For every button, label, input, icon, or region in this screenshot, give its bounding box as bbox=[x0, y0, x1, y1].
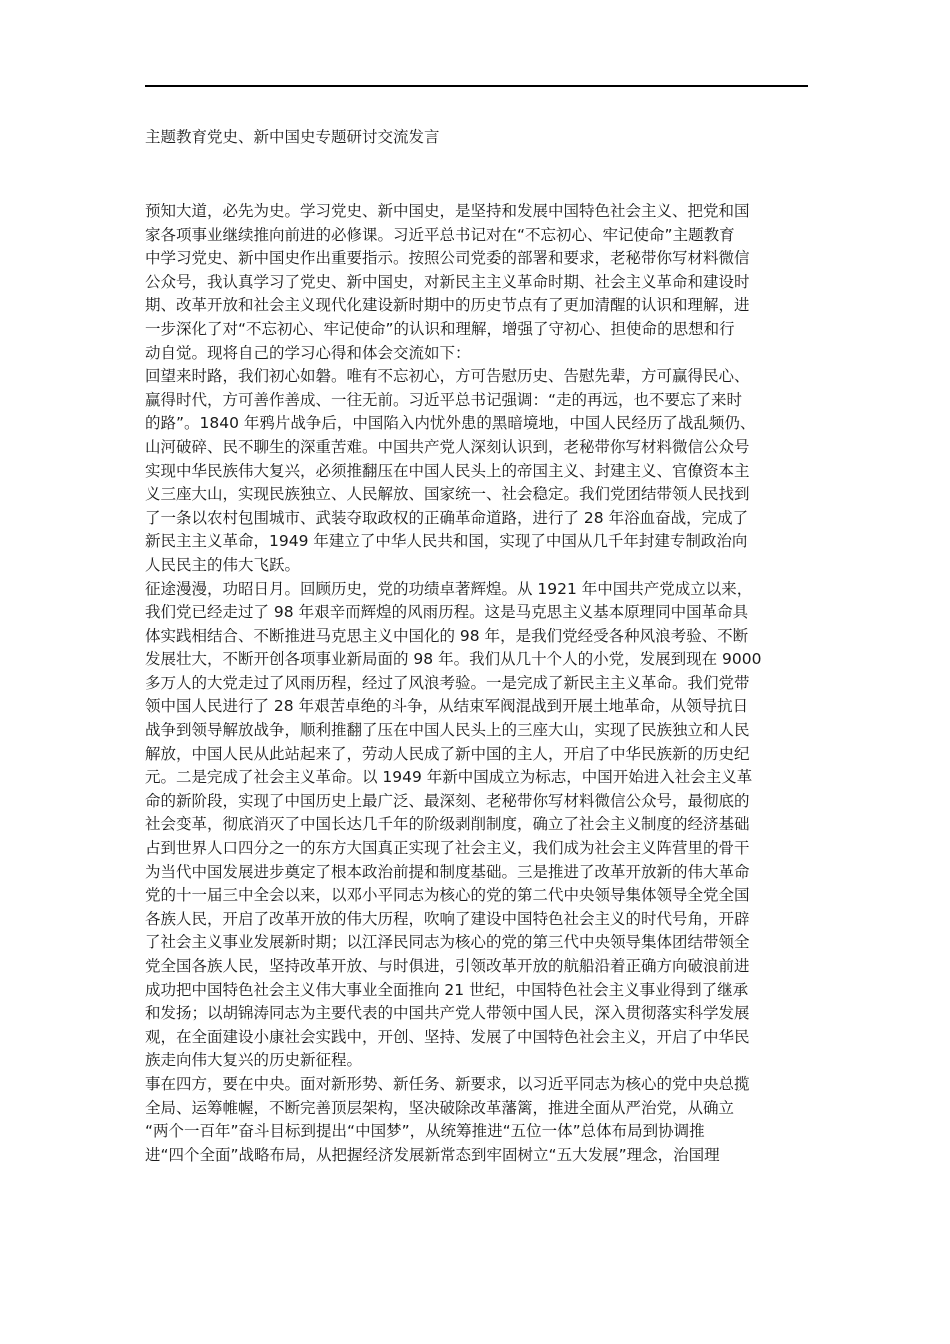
text-line: 家各项事业继续推向前进的必修课。习近平总书记对在“不忘初心、牢记使命”主题教育 bbox=[145, 225, 735, 244]
text-line: 了社会主义事业发展新时期；以江泽民同志为核心的党的第三代中央领导集体团结带领全 bbox=[145, 933, 750, 952]
text-line: 进“四个全面”战略布局，从把握经济发展新常态到牢固树立“五大发展”理念，治国理 bbox=[145, 1145, 720, 1164]
document-title: 主题教育党史、新中国史专题研讨交流发言 bbox=[145, 128, 440, 146]
paragraph bbox=[145, 200, 808, 365]
text-line: 战争到领导解放战争，顺利推翻了压在中国人民头上的三座大山，实现了民族独立和人民 bbox=[145, 721, 750, 740]
document-body bbox=[145, 200, 808, 1167]
text-line: 义三座大山，实现民族独立、人民解放、国家统一、社会稳定。我们党团结带领人民找到 bbox=[145, 485, 750, 504]
text-line: 和发扬；以胡锦涛同志为主要代表的中国共产党人带领中国人民，深入贯彻落实科学发展 bbox=[145, 1004, 750, 1023]
text-line: 赢得时代，方可善作善成、一往无前。习近平总书记强调：“走的再远，也不要忘了来时 bbox=[145, 390, 743, 409]
paragraph bbox=[145, 578, 808, 1073]
text-line: 山河破碎、民不聊生的深重苦难。中国共产党人深刻认识到，老秘带你写材料微信公众号 bbox=[145, 437, 750, 456]
text-line: 多万人的大党走过了风雨历程，经过了风浪考验。一是完成了新民主主义革命。我们党带 bbox=[145, 673, 750, 692]
text-line: 命的新阶段，实现了中国历史上最广泛、最深刻、老秘带你写材料微信公众号，最彻底的 bbox=[145, 791, 750, 810]
text-line: “两个一百年”奋斗目标到提出“中国梦”，从统筹推进“五位一体”总体布局到协调推 bbox=[145, 1122, 705, 1141]
text-line: 领中国人民进行了 28 年艰苦卓绝的斗争，从结束军阀混战到开展土地革命，从领导抗日 bbox=[145, 697, 749, 716]
text-line: 实现中华民族伟大复兴，必须推翻压在中国人民头上的帝国主义、封建主义、官僚资本主 bbox=[145, 461, 750, 480]
text-line: 公众号，我认真学习了党史、新中国史，对新民主主义革命时期、社会主义革命和建设时 bbox=[145, 272, 750, 291]
text-line: 动自觉。现将自己的学习心得和体会交流如下： bbox=[145, 343, 471, 362]
paragraph bbox=[145, 1073, 808, 1167]
text-line: 全局、运筹帷幄，不断完善顶层架构，坚决破除改革藩篱，推进全面从严治党，从确立 bbox=[145, 1098, 735, 1117]
text-line: 新民主主义革命，1949 年建立了中华人民共和国，实现了中国从几千年封建专制政治向 bbox=[145, 532, 748, 551]
paragraph bbox=[145, 365, 808, 577]
text-line: 为当代中国发展进步奠定了根本政治前提和制度基础。三是推进了改革开放新的伟大革命 bbox=[145, 862, 750, 881]
text-line: 解放，中国人民从此站起来了，劳动人民成了新中国的主人，开启了中华民族新的历史纪 bbox=[145, 744, 750, 763]
text-line: 征途漫漫，功昭日月。回顾历史，党的功绩卓著辉煌。从 1921 年中国共产党成立以来， bbox=[145, 579, 753, 598]
text-line: 占到世界人口四分之一的东方大国真正实现了社会主义，我们成为社会主义阵营里的骨干 bbox=[145, 839, 750, 858]
text-line: 预知大道，必先为史。学习党史、新中国史，是坚持和发展中国特色社会主义、把党和国 bbox=[145, 202, 750, 220]
text-line: 事在四方，要在中央。面对新形势、新任务、新要求，以习近平同志为核心的党中央总揽 bbox=[145, 1074, 750, 1093]
text-line: 观，在全面建设小康社会实践中，开创、坚持、发展了中国特色社会主义，开启了中华民 bbox=[145, 1027, 750, 1046]
text-line: 期、改革开放和社会主义现代化建设新时期中的历史节点有了更加清醒的认识和理解，进 bbox=[145, 296, 750, 315]
text-line: 社会变革，彻底消灭了中国长达几千年的阶级剥削制度，确立了社会主义制度的经济基础 bbox=[145, 815, 750, 834]
text-line: 体实践相结合、不断推进马克思主义中国化的 98 年，是我们党经受各种风浪考验、不断 bbox=[145, 626, 749, 645]
text-line: 发展壮大，不断开创各项事业新局面的 98 年。我们从几十个人的小党，发展到现在 9000 bbox=[145, 650, 762, 669]
text-line: 成功把中国特色社会主义伟大事业全面推向 21 世纪，中国特色社会主义事业得到了继承 bbox=[145, 980, 749, 999]
text-line: 各族人民，开启了改革开放的伟大历程，吹响了建设中国特色社会主义的时代号角，开辟 bbox=[145, 909, 750, 928]
header-rule bbox=[145, 85, 808, 87]
text-line: 一步深化了对“不忘初心、牢记使命”的认识和理解，增强了守初心、担使命的思想和行 bbox=[145, 319, 735, 338]
text-line: 中学习党史、新中国史作出重要指示。按照公司党委的部署和要求，老秘带你写材料微信 bbox=[145, 249, 750, 268]
text-line: 的路”。1840 年鸦片战争后，中国陷入内忧外患的黑暗境地，中国人民经历了战乱频仍、 bbox=[145, 414, 756, 433]
text-line: 元。二是完成了社会主义革命。以 1949 年新中国成立为标志，中国开始进入社会主义革 bbox=[145, 768, 753, 787]
text-line: 族走向伟大复兴的历史新征程。 bbox=[145, 1051, 363, 1070]
text-line: 了一条以农村包围城市、武装夺取政权的正确革命道路，进行了 28 年浴血奋战，完成了 bbox=[145, 508, 749, 527]
text-line: 回望来时路，我们初心如磐。唯有不忘初心，方可告慰历史、告慰先辈，方可赢得民心、 bbox=[145, 367, 750, 386]
text-line: 人民民主的伟大飞跃。 bbox=[145, 555, 301, 574]
text-line: 党的十一届三中全会以来，以邓小平同志为核心的党的第二代中央领导集体领导全党全国 bbox=[145, 886, 750, 905]
text-line: 我们党已经走过了 98 年艰辛而辉煌的风雨历程。这是马克思主义基本原理同中国革命具 bbox=[145, 603, 749, 622]
text-line: 党全国各族人民，坚持改革开放、与时俱进，引领改革开放的航船沿着正确方向破浪前进 bbox=[145, 957, 750, 975]
